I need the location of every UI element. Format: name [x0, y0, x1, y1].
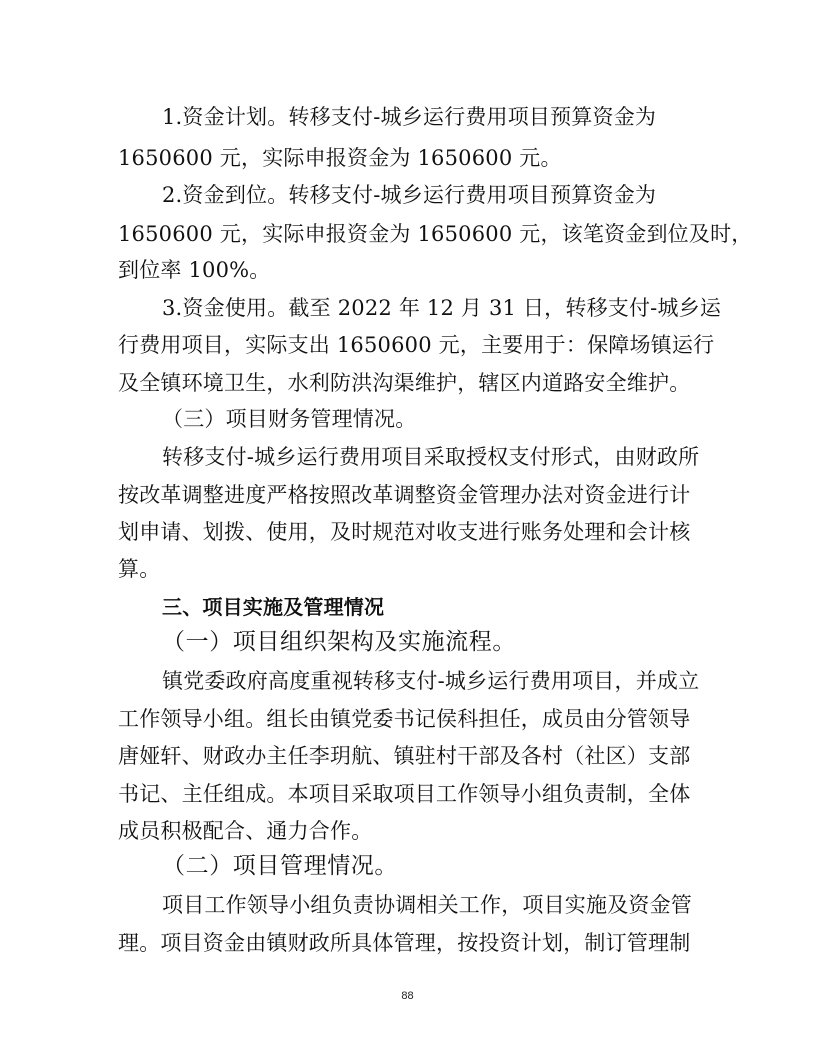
funding-plan-line-2: 1650600 元，实际申报资金为 1650600 元。: [118, 146, 562, 170]
project-management-heading: （二）项目管理情况。: [162, 853, 398, 879]
organization-line-3: 唐娅轩、财政办主任李玥航、镇驻村干部及各村（社区）支部: [118, 744, 691, 768]
funding-use-line-2: 行费用项目，实际支出 1650600 元，主要用于：保障场镇运行: [118, 333, 715, 357]
funding-arrival-line-2: 1650600 元，实际申报资金为 1650600 元，该笔资金到位及时，: [118, 222, 753, 246]
financial-management-line-1: 转移支付-城乡运行费用项目采取授权支付形式，由财政所: [162, 445, 700, 469]
funding-arrival-line-1: 2.资金到位。转移支付-城乡运行费用项目预算资金为: [162, 183, 657, 207]
organization-line-4: 书记、主任组成。本项目采取项目工作领导小组负责制，全体: [118, 782, 691, 806]
funding-use-line-3: 及全镇环境卫生，水利防洪沟渠维护，辖区内道路安全维护。: [118, 371, 691, 395]
financial-management-line-3: 划申请、划拨、使用，及时规范对收支进行账务处理和会计核: [118, 520, 691, 544]
project-management-line-1: 项目工作领导小组负责协调相关工作，项目实施及资金管: [162, 893, 692, 917]
page-number: 88: [401, 990, 414, 1002]
financial-management-line-2: 按改革调整进度严格按照改革调整资金管理办法对资金进行计: [118, 483, 691, 507]
financial-management-heading: （三）项目财务管理情况。: [162, 407, 417, 431]
project-management-line-2: 理。项目资金由镇财政所具体管理，按投资计划，制订管理制: [118, 931, 691, 955]
section-heading-implementation: 三、项目实施及管理情况: [162, 595, 385, 619]
organization-heading: （一）项目组织架构及实施流程。: [162, 629, 516, 655]
funding-use-line-1: 3.资金使用。截至 2022 年 12 月 31 日，转移支付-城乡运: [162, 296, 722, 320]
organization-line-2: 工作领导小组。组长由镇党委书记侯科担任，成员由分管领导: [118, 707, 691, 731]
funding-plan-line-1: 1.资金计划。转移支付-城乡运行费用项目预算资金为: [162, 105, 657, 129]
financial-management-line-4: 算。: [118, 557, 161, 581]
funding-arrival-line-3: 到位率 100%。: [118, 258, 271, 282]
organization-line-5: 成员积极配合、通力合作。: [118, 819, 373, 843]
organization-line-1: 镇党委政府高度重视转移支付-城乡运行费用项目，并成立: [162, 669, 700, 693]
